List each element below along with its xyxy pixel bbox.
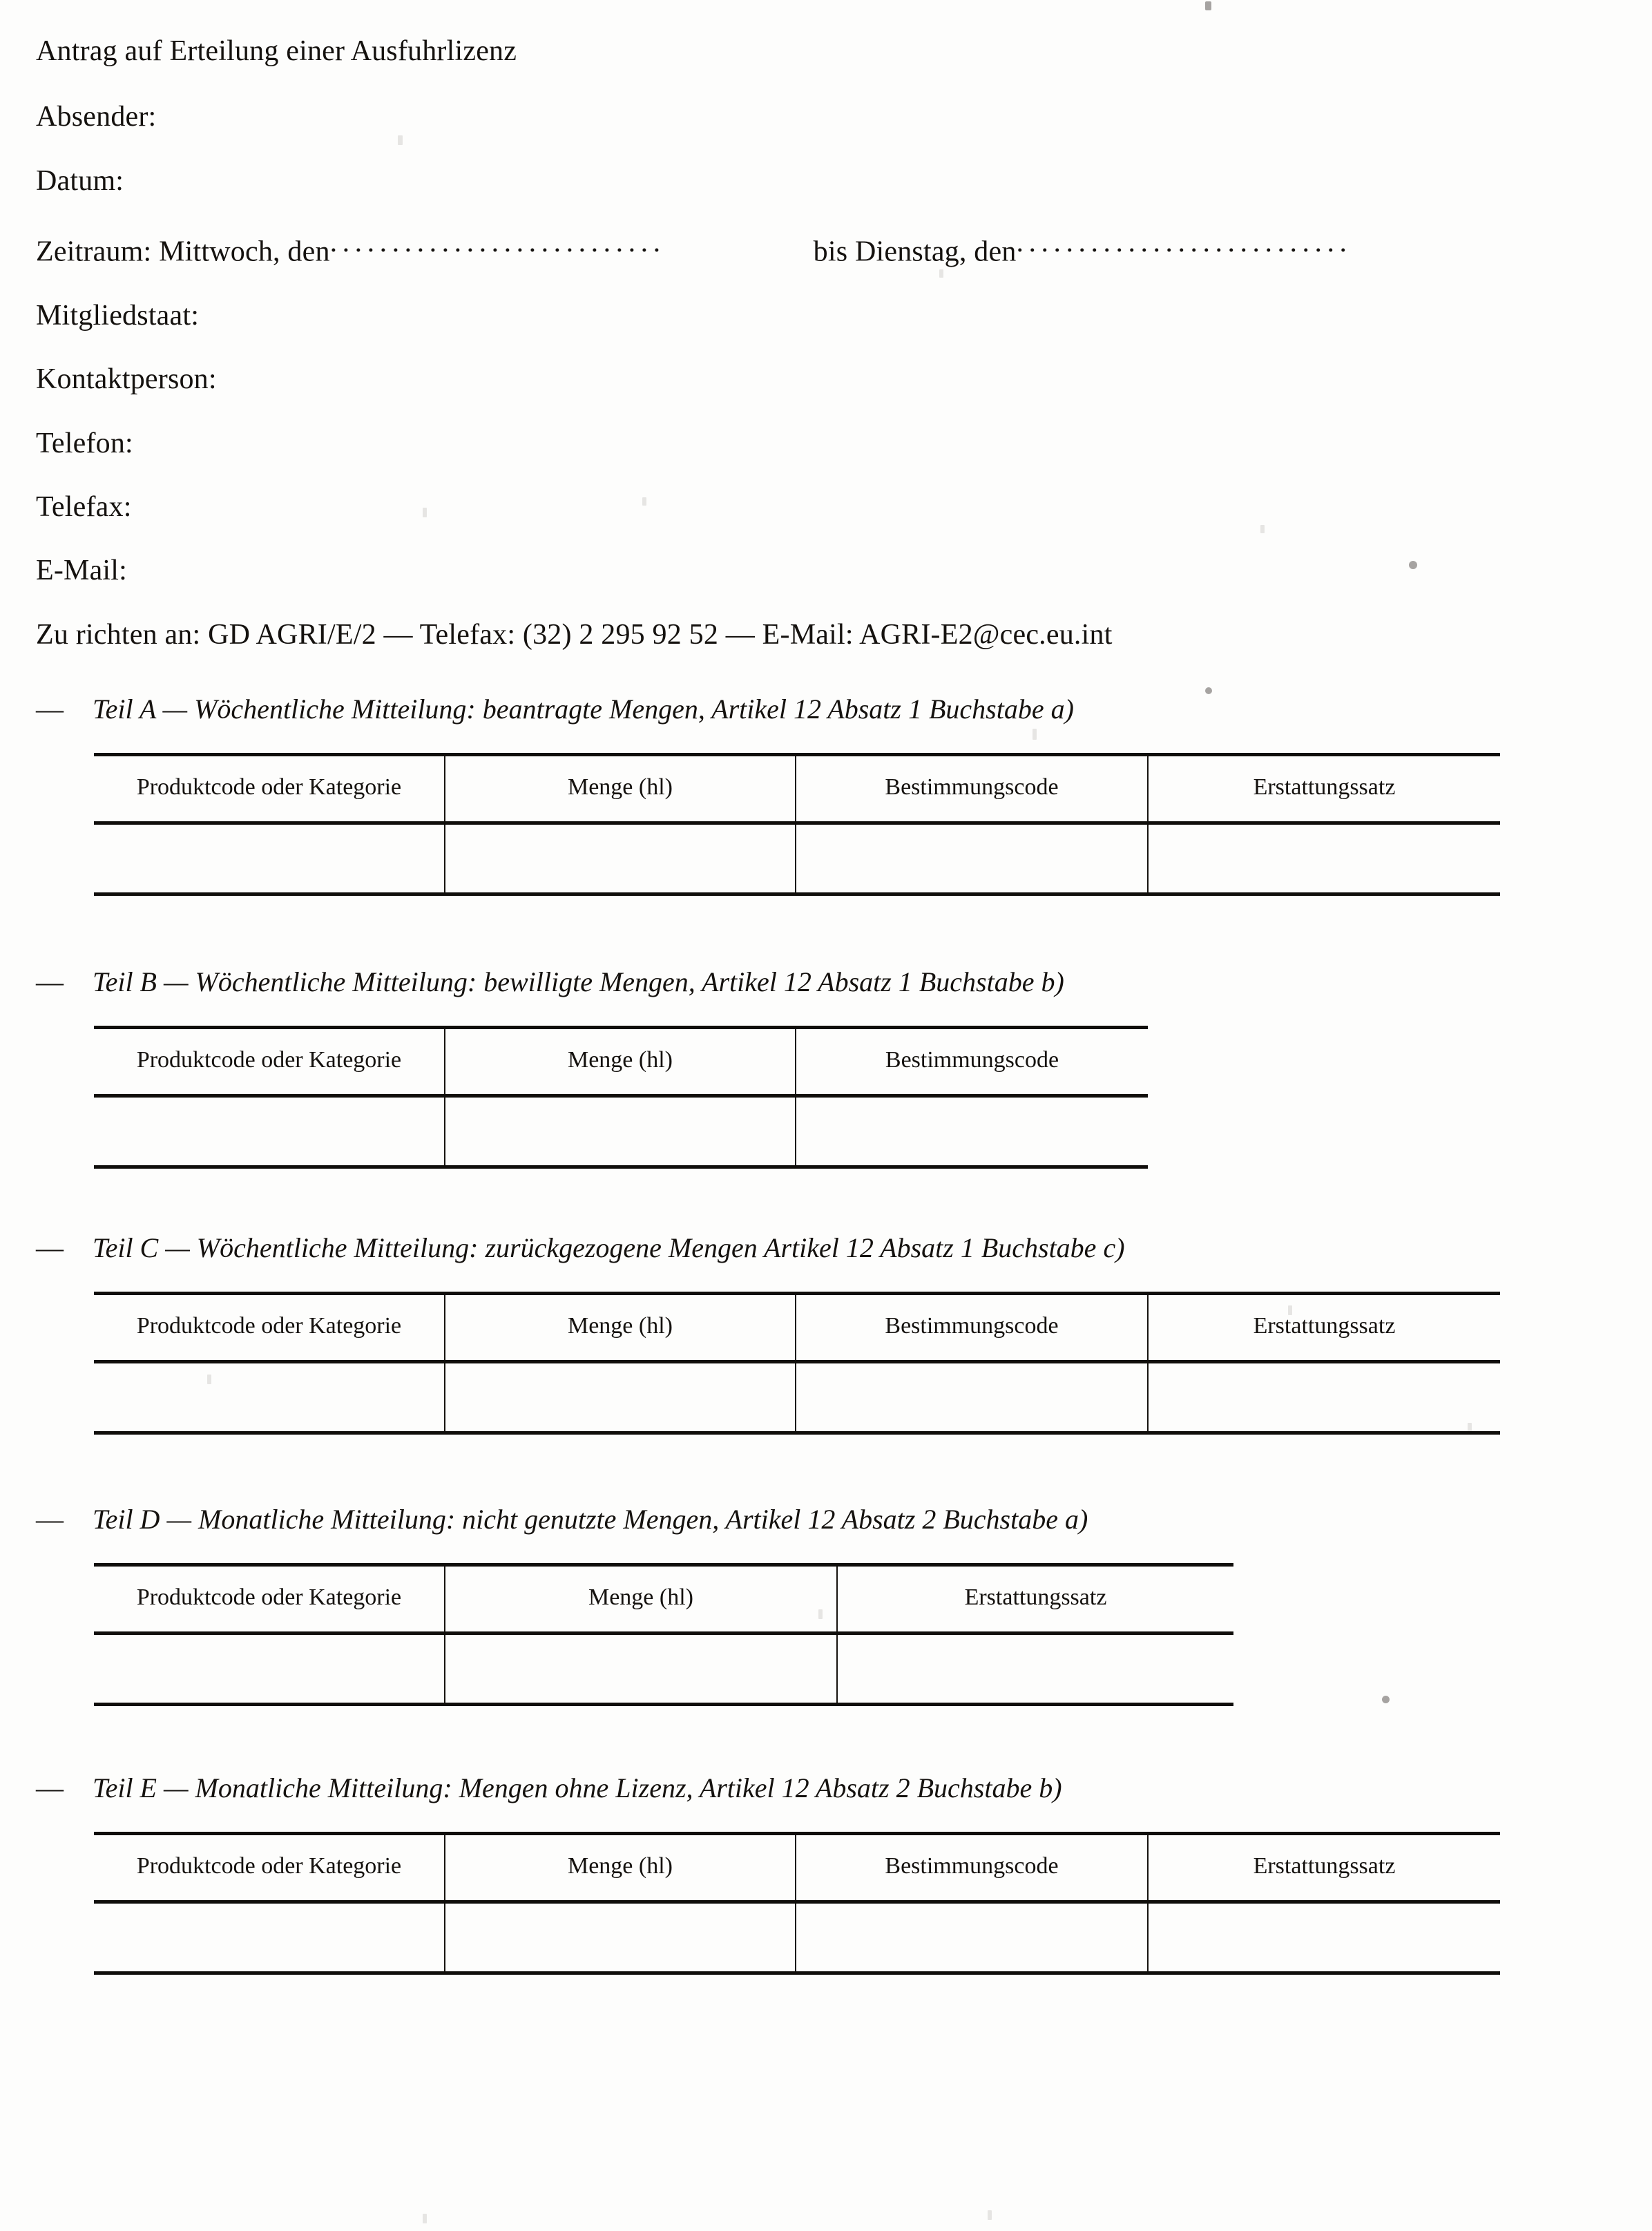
cell-menge[interactable] — [445, 1361, 796, 1433]
section-heading-c-text: Teil C — Wöchentliche Mitteilung: zurückgezogene Mengen Artikel 12 Absatz 1 Buchstabe c) — [93, 1232, 1125, 1263]
cell-erstattungssatz[interactable] — [837, 1633, 1233, 1704]
section-heading-c — [36, 1232, 1620, 1264]
col-header-menge: Menge (hl) — [445, 1293, 796, 1361]
section-heading-d-text: Teil D — Monatliche Mitteilung: nicht genutzte Mengen, Artikel 12 Absatz 2 Buchstabe a) — [93, 1503, 1088, 1535]
section-heading-e — [36, 1772, 1620, 1804]
submission-address-line: Zu richten an: GD AGRI/E/2 — Telefax: (32) 2 295 92 52 — E-Mail: AGRI-E2@cec.eu.int — [36, 618, 1113, 651]
document-body — [36, 36, 1620, 1982]
table-wrap-c — [36, 1292, 1620, 1435]
cell-menge[interactable] — [445, 1902, 796, 1973]
table-row — [94, 1902, 1500, 1973]
section-heading-a-text: Teil A — Wöchentliche Mitteilung: beantragte Mengen, Artikel 12 Absatz 1 Buchstabe a) — [93, 693, 1074, 725]
cell-bestimmungscode[interactable] — [796, 1361, 1148, 1433]
table-header-row — [94, 1027, 1148, 1095]
col-header-produktcode: Produktcode oder Kategorie — [94, 1564, 445, 1633]
field-mitgliedstaat: Mitgliedstaat: — [36, 299, 200, 332]
em-dash-bullet: — — [36, 693, 64, 725]
section-teil-b — [36, 966, 1620, 1225]
spacer — [36, 896, 1620, 959]
col-header-menge: Menge (hl) — [445, 754, 796, 823]
col-header-erstattungssatz: Erstattungssatz — [1148, 1293, 1500, 1361]
col-header-bestimmungscode: Bestimmungscode — [796, 1833, 1148, 1902]
field-zeitraum — [36, 229, 1620, 268]
section-teil-a — [36, 693, 1620, 959]
col-header-produktcode: Produktcode oder Kategorie — [94, 754, 445, 823]
table-header-row — [94, 1564, 1233, 1633]
section-heading-d — [36, 1504, 1620, 1535]
table-header-row — [94, 1293, 1500, 1361]
col-header-menge: Menge (hl) — [445, 1564, 837, 1633]
col-header-menge: Menge (hl) — [445, 1027, 796, 1095]
scan-artifact — [1205, 1, 1211, 10]
table-wrap-e — [36, 1832, 1620, 1975]
cell-erstattungssatz[interactable] — [1148, 823, 1500, 894]
col-header-produktcode: Produktcode oder Kategorie — [94, 1833, 445, 1902]
section-heading-b — [36, 966, 1620, 998]
table-a — [94, 753, 1500, 896]
cell-bestimmungscode[interactable] — [796, 1902, 1148, 1973]
table-d — [94, 1563, 1233, 1706]
em-dash-bullet: — — [36, 1772, 64, 1803]
field-kontaktperson: Kontaktperson: — [36, 363, 217, 396]
scan-artifact — [423, 2214, 427, 2223]
col-header-bestimmungscode: Bestimmungscode — [796, 754, 1148, 823]
cell-produktcode[interactable] — [94, 1902, 445, 1973]
table-b — [94, 1026, 1148, 1169]
table-row — [94, 1095, 1148, 1167]
section-teil-c — [36, 1232, 1620, 1497]
field-telefon: Telefon: — [36, 427, 133, 459]
cell-erstattungssatz[interactable] — [1148, 1361, 1500, 1433]
col-header-erstattungssatz: Erstattungssatz — [837, 1564, 1233, 1633]
table-row — [94, 1633, 1233, 1704]
cell-bestimmungscode[interactable] — [796, 823, 1148, 894]
zeitraum-dots-end[interactable]: ........................... — [1016, 227, 1352, 259]
col-header-menge: Menge (hl) — [445, 1833, 796, 1902]
cell-produktcode[interactable] — [94, 1095, 445, 1167]
col-header-erstattungssatz: Erstattungssatz — [1148, 754, 1500, 823]
em-dash-bullet: — — [36, 966, 64, 997]
spacer — [36, 1435, 1620, 1497]
table-row — [94, 1361, 1500, 1433]
field-absender: Absender: — [36, 101, 157, 133]
cell-produktcode[interactable] — [94, 823, 445, 894]
cell-menge[interactable] — [445, 1633, 837, 1704]
field-email: E-Mail: — [36, 555, 128, 587]
section-heading-b-text: Teil B — Wöchentliche Mitteilung: bewilligte Mengen, Artikel 12 Absatz 1 Buchstabe b) — [93, 966, 1064, 997]
table-row — [94, 823, 1500, 894]
table-wrap-d — [36, 1563, 1620, 1706]
table-wrap-a — [36, 753, 1620, 896]
col-header-erstattungssatz: Erstattungssatz — [1148, 1833, 1500, 1902]
table-header-row — [94, 1833, 1500, 1902]
cell-produktcode[interactable] — [94, 1633, 445, 1704]
col-header-produktcode: Produktcode oder Kategorie — [94, 1027, 445, 1095]
section-heading-e-text: Teil E — Monatliche Mitteilung: Mengen ohne Lizenz, Artikel 12 Absatz 2 Buchstabe b) — [93, 1772, 1062, 1803]
section-teil-e — [36, 1772, 1620, 1975]
table-header-row — [94, 754, 1500, 823]
page-title: Antrag auf Erteilung einer Ausfuhrlizenz — [36, 35, 517, 67]
field-datum: Datum: — [36, 164, 124, 197]
field-telefax: Telefax: — [36, 490, 132, 523]
col-header-produktcode: Produktcode oder Kategorie — [94, 1293, 445, 1361]
cell-menge[interactable] — [445, 1095, 796, 1167]
table-e — [94, 1832, 1500, 1975]
cell-menge[interactable] — [445, 823, 796, 894]
section-teil-d — [36, 1504, 1620, 1765]
table-wrap-b — [36, 1026, 1620, 1169]
zeitraum-prefix: Zeitraum: Mittwoch, den — [36, 236, 330, 268]
zeitraum-middle: bis Dienstag, den — [813, 236, 1017, 268]
em-dash-bullet: — — [36, 1232, 64, 1263]
spacer — [36, 1169, 1620, 1225]
cell-produktcode[interactable] — [94, 1361, 445, 1433]
table-c — [94, 1292, 1500, 1435]
cell-bestimmungscode[interactable] — [796, 1095, 1148, 1167]
em-dash-bullet: — — [36, 1503, 64, 1535]
cell-erstattungssatz[interactable] — [1148, 1902, 1500, 1973]
spacer — [36, 1706, 1620, 1765]
scan-artifact — [988, 2210, 992, 2220]
zeitraum-dots-start[interactable]: ........................... — [329, 227, 666, 259]
section-heading-a — [36, 693, 1620, 725]
col-header-bestimmungscode: Bestimmungscode — [796, 1293, 1148, 1361]
col-header-bestimmungscode: Bestimmungscode — [796, 1027, 1148, 1095]
